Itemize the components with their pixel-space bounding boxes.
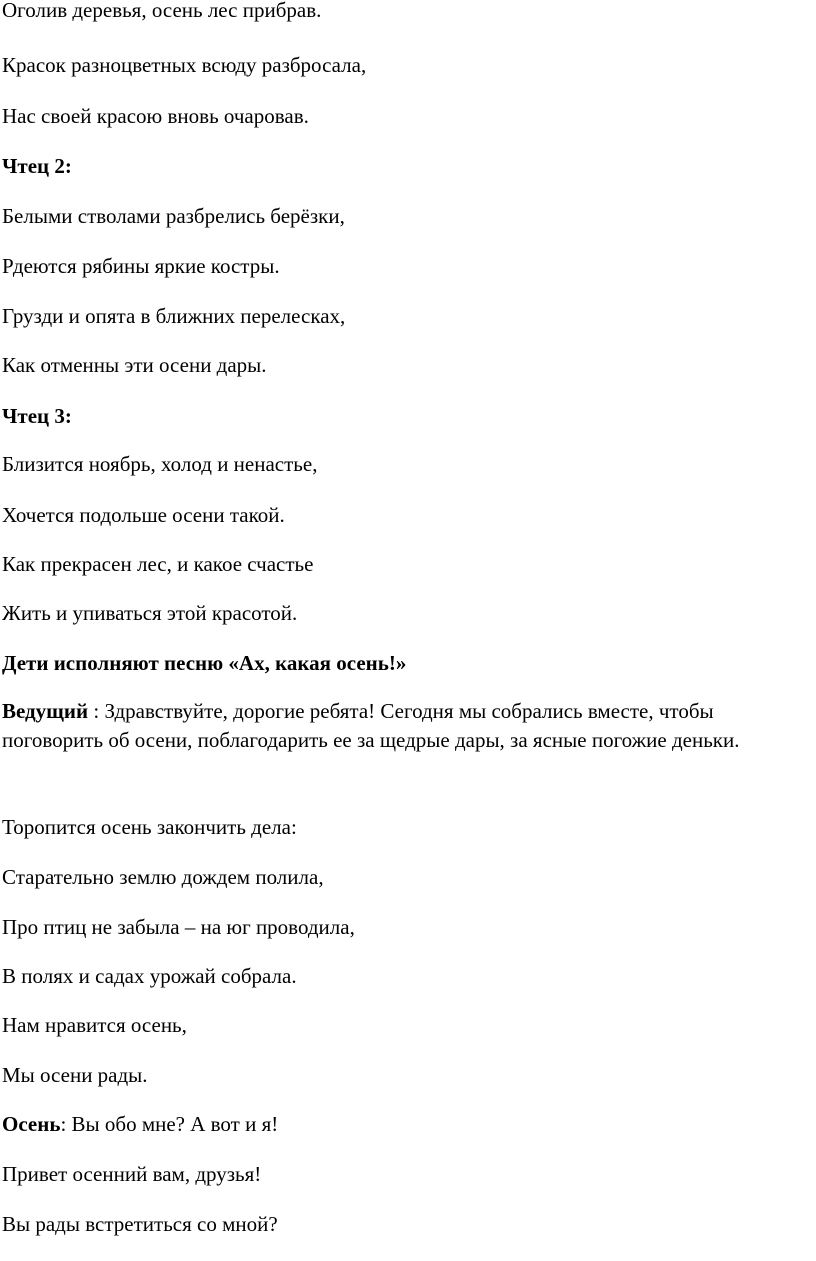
autumn-paragraph [2, 1111, 278, 1137]
poem-line: Рдеются рябины яркие костры. [2, 254, 280, 278]
poem-line: Нам нравится осень, [2, 1013, 187, 1037]
poem-line: Близится ноябрь, холод и ненастье, [2, 452, 318, 476]
autumn-text: : Вы обо мне? А вот и я! [60, 1112, 279, 1136]
poem-line: Красок разноцветных всюду разбросала, [2, 53, 367, 77]
poem-line: Старательно землю дождем полила, [2, 865, 324, 889]
poem-line: Вы рады встретиться со мной? [2, 1212, 278, 1236]
poem-line: Как прекрасен лес, и какое счастье [2, 552, 314, 576]
poem-line: Оголив деревья, осень лес прибрав. [2, 0, 322, 22]
poem-line: Привет осенний вам, друзья! [2, 1162, 262, 1186]
poem-line: Торопится осень закончить дела: [2, 815, 297, 839]
host-speaker: Ведущий [2, 699, 89, 723]
poem-line: Жить и упиваться этой красотой. [2, 601, 298, 625]
reader-3-heading: Чтец 3: [2, 404, 72, 428]
host-paragraph [2, 697, 792, 755]
reader-2-heading: Чтец 2: [2, 154, 72, 178]
poem-line: Про птиц не забыла – на юг проводила, [2, 915, 355, 939]
poem-line: Хочется подольше осени такой. [2, 503, 285, 527]
poem-line: Как отменны эти осени дары. [2, 353, 267, 377]
host-text: : Здравствуйте, дорогие ребята! Сегодня мы собрались вместе, чтобы поговорить об осени, поблагодарить ее за щедрые дары, за ясные погожие деньки. [2, 699, 740, 752]
song-heading: Дети исполняют песню «Ах, какая осень!» [2, 651, 407, 675]
poem-line: В полях и садах урожай собрала. [2, 964, 297, 988]
poem-line: Белыми стволами разбрелись берёзки, [2, 204, 345, 228]
poem-line: Мы осени рады. [2, 1063, 148, 1087]
poem-line: Нас своей красою вновь очаровав. [2, 104, 309, 128]
autumn-speaker: Осень [2, 1112, 61, 1136]
poem-line: Грузди и опята в ближних перелесках, [2, 304, 346, 328]
